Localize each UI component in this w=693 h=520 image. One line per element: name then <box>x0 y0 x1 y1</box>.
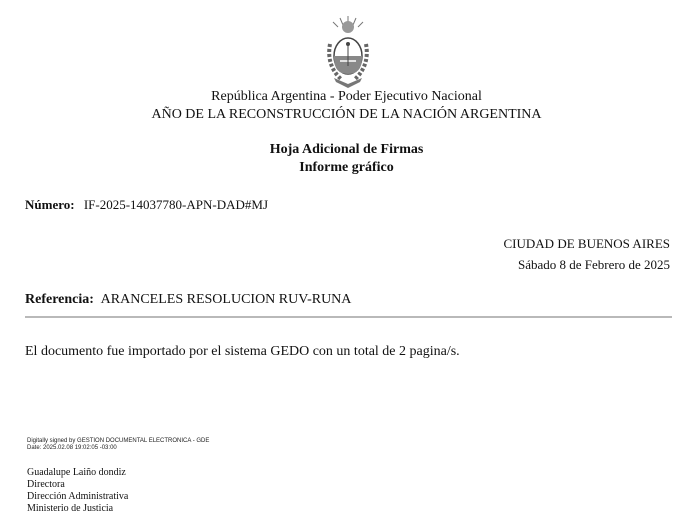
document-title: Hoja Adicional de Firmas <box>269 142 424 157</box>
date: Sábado 8 de Febrero de 2025 <box>518 257 670 272</box>
digital-signature-meta <box>27 438 209 452</box>
body-text: El documento fue importado por el sistema GEDO con un total de 2 pagina/s. <box>25 344 460 359</box>
document-subtitle: Informe gráfico <box>299 160 394 175</box>
reference <box>25 292 351 308</box>
signer-name: Guadalupe Laiño dondiz <box>27 467 126 478</box>
header-line-1: República Argentina - Poder Ejecutivo Nacional <box>211 89 482 104</box>
header-line-2: AÑO DE LA RECONSTRUCCIÓN DE LA NACIÓN ARGENTINA <box>151 107 542 122</box>
number-value: IF-2025-14037780-APN-DAD#MJ <box>83 197 269 212</box>
reference-label: Referencia: <box>25 292 94 307</box>
divider <box>25 316 672 318</box>
coat-of-arms-icon <box>320 14 376 90</box>
signer-ministry: Ministerio de Justicia <box>27 503 114 514</box>
reference-value: ARANCELES RESOLUCION RUV-RUNA <box>100 292 352 307</box>
place: CIUDAD DE BUENOS AIRES <box>503 236 670 251</box>
number-label: Número: <box>25 197 75 212</box>
digital-signature-date: Date: 2025.02.08 19:02:05 -03:00 <box>27 445 117 451</box>
document-number <box>25 197 268 213</box>
signer-block <box>27 467 128 515</box>
signer-office: Dirección Administrativa <box>27 491 129 502</box>
digital-signature-line: Digitally signed by GESTION DOCUMENTAL ELECTRONICA - GDE <box>27 438 210 444</box>
signer-role: Directora <box>27 479 65 490</box>
